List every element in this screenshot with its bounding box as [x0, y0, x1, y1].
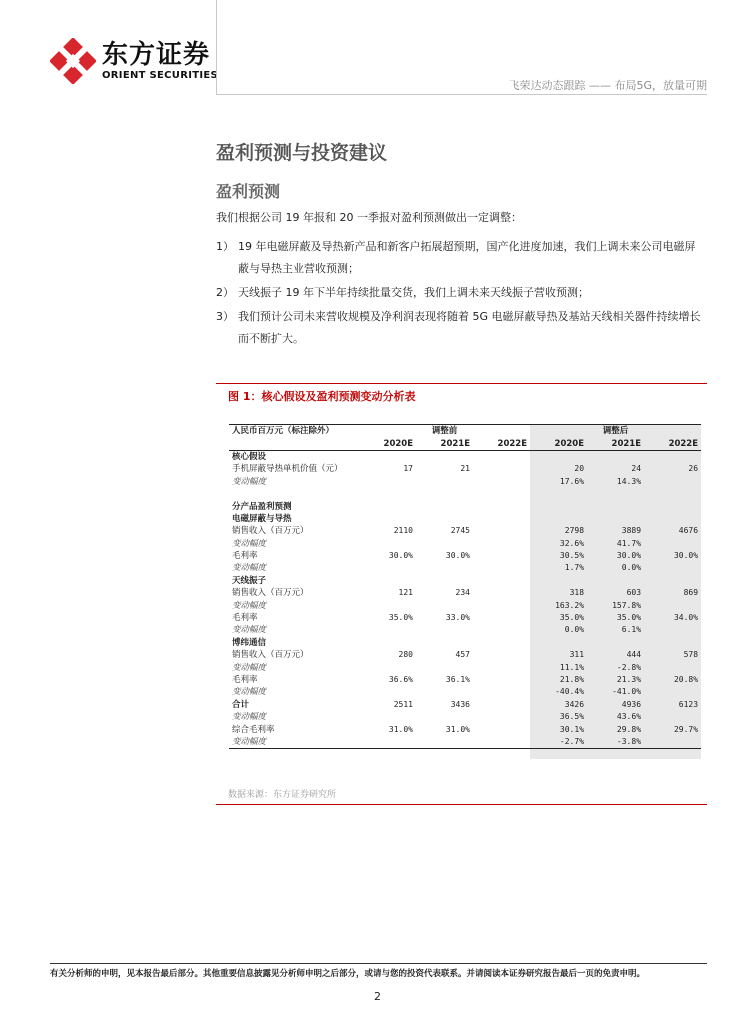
table-cell [359, 686, 416, 698]
table-cell [587, 500, 644, 512]
table-cell [359, 711, 416, 723]
table-cell [644, 562, 701, 574]
list-item-text: 19 年电磁屏蔽及导热新产品和新客户拓展超预期，国产化进度加速，我们上调未来公司电磁屏蔽与导热主业营收预测； [238, 240, 696, 275]
table-cell [473, 686, 530, 698]
table-cell [416, 562, 473, 574]
table-cell: 869 [683, 588, 699, 598]
subsection-title: 盈利预测 [216, 182, 281, 201]
table-row [229, 538, 701, 550]
table-cell: -40.4% [555, 687, 585, 697]
table-row [229, 500, 701, 512]
table-cell: 311 [569, 650, 585, 660]
table-cell [530, 637, 587, 649]
table-cell [530, 575, 587, 587]
section-title: 盈利预测与投资建议 [216, 142, 388, 164]
row-label: 核心假设 [232, 451, 267, 462]
table-cell [473, 624, 530, 636]
table-cell [473, 736, 530, 749]
table-cell [530, 513, 587, 525]
table-cell: 0.0% [621, 563, 642, 573]
table-cell: -3.8% [587, 736, 644, 749]
table-cell [416, 500, 473, 512]
table-cell [473, 476, 530, 488]
table-cell [359, 488, 416, 500]
table-cell [530, 450, 587, 463]
row-label: 变动幅度 [232, 687, 267, 698]
table-cell: 30.5% [559, 551, 585, 561]
table-cell [359, 575, 416, 587]
table-header-row [229, 425, 701, 438]
table-cell: 21.8% [559, 675, 585, 684]
table-cell: 3426 [564, 699, 585, 709]
table-cell [473, 649, 530, 661]
table-cell: 603 [626, 588, 642, 598]
row-label: 分产品盈利预测 [232, 501, 292, 512]
table-cell: 17 [403, 464, 413, 474]
table-row [229, 599, 701, 611]
table-cell [416, 575, 473, 587]
row-label: 变动幅度 [232, 712, 267, 723]
table-cell: 14.3% [616, 476, 642, 486]
table-cell [359, 538, 416, 550]
list-item-text: 我们预计公司未来营收规模及净利润表现将随着 5G 电磁屏蔽导热及基站天线相关器件持续增长而不断扩大。 [238, 310, 701, 345]
page-number: 2 [374, 990, 381, 1003]
table-cell [416, 624, 473, 636]
table-cell: 444 [626, 650, 642, 660]
footer-disclaimer: 有关分析师的申明，见本报告最后部分。其他重要信息披露见分析师申明之后部分，或请与您的投资代表联系。并请阅读本证券研究报告最后一页的免责申明。 [50, 969, 646, 979]
table-row [229, 463, 701, 475]
table-cell: 29.7% [673, 724, 699, 734]
table-cell: 36.5% [559, 712, 585, 722]
table-cell: 20 [574, 464, 585, 474]
table-cell [587, 637, 644, 649]
table-cell [416, 637, 473, 649]
table-cell [644, 686, 701, 698]
table-cell [473, 587, 530, 599]
table-cell: 29.8% [616, 724, 642, 734]
table-cell [530, 488, 587, 500]
orient-logo-icon [50, 38, 96, 84]
figure-bottom-rule [216, 804, 707, 805]
table-cell: 4936 [621, 699, 642, 709]
table-cell: 35.0% [388, 613, 413, 623]
table-row [229, 637, 701, 649]
table-cell: 163.2% [555, 600, 585, 610]
table-cell [416, 599, 473, 611]
table-cell: 457 [455, 650, 470, 660]
table-cell [359, 450, 416, 463]
logo-english-name: ORIENT SECURITIES [102, 70, 219, 81]
table-cell [416, 513, 473, 525]
figure-top-rule [216, 383, 707, 384]
list-item [216, 306, 706, 350]
table-cell: 234 [455, 588, 470, 598]
row-label: 变动幅度 [232, 563, 267, 574]
table-cell: 36.1% [445, 675, 470, 684]
row-label: 销售收入（百万元） [232, 650, 309, 661]
table-cell [416, 711, 473, 723]
table-cell [473, 525, 530, 537]
row-label: 毛利率 [232, 613, 258, 624]
table-cell: 31.0% [388, 724, 413, 734]
table-row [229, 476, 701, 488]
table-cell [359, 562, 416, 574]
list-item-number: 2） [216, 286, 234, 299]
row-label: 毛利率 [232, 675, 258, 685]
table-cell [473, 612, 530, 624]
table-cell: 30.0% [616, 551, 642, 561]
table-row [229, 575, 701, 587]
table-cell: 30.0% [388, 551, 413, 561]
group-header-before: 调整前 [359, 425, 530, 438]
table-cell [644, 488, 701, 500]
row-label: 变动幅度 [232, 600, 267, 611]
table-cell: 20.8% [673, 675, 699, 684]
year-header: 2022E [644, 437, 701, 450]
table-row [229, 661, 701, 673]
table-cell: 21.3% [616, 675, 642, 684]
year-header: 2020E [359, 437, 416, 450]
table-cell [416, 736, 473, 749]
table-cell: 2798 [564, 526, 585, 536]
table-cell: 30.1% [559, 724, 585, 734]
table-cell: 6123 [678, 699, 699, 709]
row-label: 天线振子 [232, 575, 267, 586]
table-cell [473, 538, 530, 550]
table-cell: -41.0% [612, 687, 642, 697]
forecast-table [229, 424, 701, 749]
table-cell [473, 463, 530, 475]
table-cell [644, 637, 701, 649]
table-cell [587, 450, 644, 463]
year-header: 2020E [530, 437, 587, 450]
table-row [229, 550, 701, 562]
table-cell [473, 500, 530, 512]
row-label: 毛利率 [232, 551, 258, 562]
table-cell [644, 513, 701, 525]
table-cell: 35.0% [616, 613, 642, 623]
table-cell [473, 661, 530, 673]
table-cell [359, 736, 416, 749]
table-cell [473, 674, 530, 686]
table-cell [416, 686, 473, 698]
table-cell [644, 599, 701, 611]
footer-divider [50, 963, 707, 964]
row-label: 博纬通信 [232, 637, 267, 648]
figure-source: 数据来源：东方证券研究所 [228, 790, 337, 800]
table-cell [473, 637, 530, 649]
row-label: 变动幅度 [232, 625, 267, 636]
table-cell [473, 711, 530, 723]
table-corner-label: 人民币百万元（标注除外） [229, 425, 359, 438]
row-label: 变动幅度 [232, 662, 267, 673]
table-cell: 41.7% [616, 538, 642, 548]
table-cell: 35.0% [559, 613, 585, 623]
table-cell [530, 500, 587, 512]
table-cell: 26 [688, 464, 699, 474]
table-row [229, 649, 701, 661]
table-cell: 0.0% [564, 625, 585, 635]
table-year-row [229, 437, 701, 450]
table-cell: 24 [631, 464, 642, 474]
table-cell: 1.7% [564, 563, 585, 573]
row-label: 手机屏蔽导热单机价值（元） [232, 464, 343, 475]
group-header-after: 调整后 [530, 425, 701, 438]
table-row [229, 612, 701, 624]
logo-chinese-name: 东方证券 [102, 40, 211, 70]
table-cell: 4676 [678, 526, 699, 536]
list-item [216, 236, 706, 280]
table-cell: 2511 [393, 699, 413, 709]
table-cell [359, 500, 416, 512]
table-cell [587, 513, 644, 525]
table-cell [587, 575, 644, 587]
intro-paragraph: 我们根据公司 19 年报和 20 一季报对盈利预测做出一定调整： [216, 211, 522, 224]
table-row [229, 562, 701, 574]
table-row [229, 674, 701, 686]
table-cell [416, 476, 473, 488]
table-cell [644, 624, 701, 636]
year-header: 2022E [473, 437, 530, 450]
table-cell [473, 513, 530, 525]
table-cell: 578 [683, 650, 699, 660]
table-cell [473, 575, 530, 587]
list-item-text: 天线振子 19 年下半年持续批量交货，我们上调未来天线振子营收预测； [238, 286, 589, 299]
table-cell: -2.8% [616, 662, 642, 672]
row-label: 电磁屏蔽与导热 [232, 513, 292, 524]
table-cell: 2745 [450, 526, 470, 536]
row-label: 变动幅度 [229, 736, 359, 749]
table-row [229, 723, 701, 735]
table-cell [359, 513, 416, 525]
year-header: 2021E [416, 437, 473, 450]
table-cell: 280 [398, 650, 413, 660]
table-row [229, 513, 701, 525]
year-header: 2021E [587, 437, 644, 450]
table-cell [416, 450, 473, 463]
table-row [229, 624, 701, 636]
table-cell: 3889 [621, 526, 642, 536]
table-cell [644, 711, 701, 723]
table-cell: 36.6% [388, 675, 413, 684]
row-label: 销售收入（百万元） [232, 526, 309, 537]
year-header-blank [229, 437, 359, 450]
table-cell [359, 637, 416, 649]
table-row [229, 686, 701, 698]
table-cell: 3436 [450, 699, 470, 709]
table-cell [644, 661, 701, 673]
table-cell [473, 450, 530, 463]
table-cell [359, 624, 416, 636]
table-row [229, 699, 701, 711]
table-cell: 21 [460, 464, 470, 474]
row-label: 销售收入（百万元） [232, 588, 309, 599]
table-cell [473, 723, 530, 735]
table-cell [644, 500, 701, 512]
company-logo [50, 38, 218, 84]
table-cell: 11.1% [559, 662, 585, 672]
table-cell [416, 538, 473, 550]
table-row [229, 525, 701, 537]
table-cell: 2110 [393, 526, 413, 536]
table-row [229, 711, 701, 723]
table-cell [359, 661, 416, 673]
table-cell [644, 736, 701, 749]
table-cell: 33.0% [445, 613, 470, 623]
table-cell [644, 476, 701, 488]
header-divider [216, 94, 707, 95]
report-running-title: 飞荣达动态跟踪 —— 布局5G，放量可期 [508, 79, 707, 92]
table-cell [587, 488, 644, 500]
table-row [229, 587, 701, 599]
table-cell: 121 [398, 588, 413, 598]
table-cell: 6.1% [621, 625, 642, 635]
table-cell: 32.6% [559, 538, 585, 548]
header-vertical-divider [216, 0, 217, 95]
table-cell [644, 450, 701, 463]
row-label: 变动幅度 [232, 476, 267, 487]
list-item [216, 282, 706, 304]
forecast-table-container [229, 424, 701, 749]
table-cell [416, 661, 473, 673]
table-cell [473, 488, 530, 500]
table-cell: 157.8% [612, 600, 642, 610]
figure-title: 图 1：核心假设及盈利预测变动分析表 [228, 390, 416, 403]
table-cell: -2.7% [530, 736, 587, 749]
row-label: 合计 [232, 699, 250, 710]
list-item-number: 1） [216, 240, 234, 253]
table-cell: 31.0% [445, 724, 470, 734]
table-cell [644, 575, 701, 587]
table-cell [473, 699, 530, 711]
table-cell: 30.0% [673, 551, 699, 561]
row-label: 变动幅度 [232, 538, 267, 549]
table-cell [359, 599, 416, 611]
table-row [229, 488, 701, 500]
table-cell [644, 538, 701, 550]
table-cell: 17.6% [559, 476, 585, 486]
table-row [229, 736, 701, 749]
table-row [229, 450, 701, 463]
table-cell [473, 550, 530, 562]
table-cell [473, 599, 530, 611]
table-cell: 318 [569, 588, 585, 598]
row-label: 综合毛利率 [232, 724, 275, 735]
list-item-number: 3） [216, 310, 234, 323]
table-cell [359, 476, 416, 488]
table-cell: 30.0% [445, 551, 470, 561]
table-cell [416, 488, 473, 500]
table-cell [473, 562, 530, 574]
row-label [229, 488, 359, 500]
table-cell: 34.0% [673, 613, 699, 623]
table-cell: 43.6% [616, 712, 642, 722]
